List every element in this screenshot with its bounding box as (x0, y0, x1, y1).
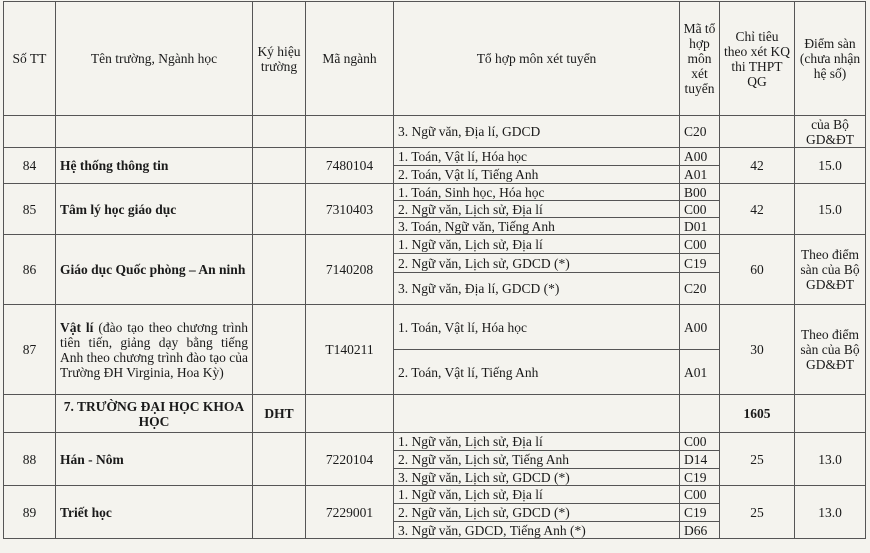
admission-table (3, 1, 866, 539)
cell-combo-code: B00 (680, 184, 720, 201)
cell-floor: Theo điểm sàn của Bộ GD&ĐT (795, 235, 866, 305)
cell-major (306, 116, 394, 148)
cell-combo-code: D01 (680, 218, 720, 235)
cell-combo-code: A01 (680, 166, 720, 184)
cell-combo: 3. Ngữ văn, GDCD, Tiếng Anh (*) (394, 522, 680, 539)
cell-combo: 2. Ngữ văn, Lịch sử, Tiếng Anh (394, 451, 680, 469)
header-combo-code: Mã tổ hợp môn xét tuyển (680, 2, 720, 116)
name-note: (đào tạo theo chương trình tiên tiến, giảng dạy bằng tiếng Anh theo chương trình đào tạo của Trường ĐH Virginia, Hoa Kỳ) (60, 319, 249, 380)
cell-floor: 15.0 (795, 148, 866, 184)
cell-name (56, 116, 253, 148)
cell-combo-code: C20 (680, 273, 720, 305)
cell-name: Giáo dục Quốc phòng – An ninh (56, 235, 253, 305)
cell-combo-code: C00 (680, 433, 720, 451)
cell-major: 7140208 (306, 235, 394, 305)
cell-symbol (253, 235, 306, 305)
header-symbol: Ký hiệu trường (253, 2, 306, 116)
table-row (4, 116, 866, 148)
cell-combo: 1. Toán, Vật lí, Hóa học (394, 305, 680, 350)
table-row (4, 148, 866, 166)
cell-name: Hán - Nôm (56, 433, 253, 486)
cell-combo-code: A01 (680, 350, 720, 395)
cell-floor: 15.0 (795, 184, 866, 235)
cell-combo: 2. Toán, Vật lí, Tiếng Anh (394, 166, 680, 184)
cell-combo: 3. Ngữ văn, Địa lí, GDCD (*) (394, 273, 680, 305)
header-name: Tên trường, Ngành học (56, 2, 253, 116)
header-stt: Số TT (4, 2, 56, 116)
cell-combo: 1. Ngữ văn, Lịch sử, Địa lí (394, 433, 680, 451)
table-row (4, 486, 866, 504)
cell-symbol (253, 184, 306, 235)
cell-stt: 88 (4, 433, 56, 486)
cell-combo-code: C00 (680, 486, 720, 504)
table-row (4, 184, 866, 201)
cell-combo: 1. Ngữ văn, Lịch sử, Địa lí (394, 486, 680, 504)
school-name: 7. TRƯỜNG ĐẠI HỌC KHOA HỌC (56, 395, 253, 433)
name-bold: Vật lí (60, 319, 94, 335)
cell-symbol (253, 433, 306, 486)
cell-floor: 13.0 (795, 486, 866, 539)
cell-quota: 60 (720, 235, 795, 305)
table-row (4, 433, 866, 451)
school-quota: 1605 (720, 395, 795, 433)
cell-quota: 25 (720, 433, 795, 486)
cell-name: Hệ thống thông tin (56, 148, 253, 184)
table-row (4, 235, 866, 254)
cell-combo: 3. Toán, Ngữ văn, Tiếng Anh (394, 218, 680, 235)
cell-combo: 2. Ngữ văn, Lịch sử, Địa lí (394, 201, 680, 218)
school-row (4, 395, 866, 433)
cell-combo-code (680, 395, 720, 433)
cell-symbol (253, 305, 306, 395)
cell-combo: 1. Toán, Sinh học, Hóa học (394, 184, 680, 201)
cell-combo: 3. Ngữ văn, Lịch sử, GDCD (*) (394, 469, 680, 486)
cell-combo: 1. Toán, Vật lí, Hóa học (394, 148, 680, 166)
table-row (4, 305, 866, 350)
cell-combo: 1. Ngữ văn, Lịch sử, Địa lí (394, 235, 680, 254)
cell-combo-code: C19 (680, 254, 720, 273)
cell-floor: Theo điểm sàn của Bộ GD&ĐT (795, 305, 866, 395)
cell-major: T140211 (306, 305, 394, 395)
cell-combo-code: C00 (680, 235, 720, 254)
cell-major (306, 395, 394, 433)
cell-quota: 25 (720, 486, 795, 539)
cell-combo-code: A00 (680, 148, 720, 166)
cell-major: 7220104 (306, 433, 394, 486)
header-quota: Chỉ tiêu theo xét KQ thi THPT QG (720, 2, 795, 116)
header-combo: Tổ hợp môn xét tuyển (394, 2, 680, 116)
cell-major: 7310403 (306, 184, 394, 235)
cell-name: Triết học (56, 486, 253, 539)
cell-combo-code: D14 (680, 451, 720, 469)
cell-major: 7480104 (306, 148, 394, 184)
cell-quota (720, 116, 795, 148)
cell-name (56, 305, 253, 395)
cell-floor: 13.0 (795, 433, 866, 486)
cell-combo-code: D66 (680, 522, 720, 539)
cell-stt (4, 116, 56, 148)
cell-combo-code: A00 (680, 305, 720, 350)
cell-floor: của Bộ GD&ĐT (795, 116, 866, 148)
cell-combo: 2. Ngữ văn, Lịch sử, GDCD (*) (394, 254, 680, 273)
cell-symbol (253, 148, 306, 184)
cell-combo: 2. Ngữ văn, Lịch sử, GDCD (*) (394, 504, 680, 522)
cell-combo: 2. Toán, Vật lí, Tiếng Anh (394, 350, 680, 395)
cell-name: Tâm lý học giáo dục (56, 184, 253, 235)
header-major-code: Mã ngành (306, 2, 394, 116)
cell-combo (394, 395, 680, 433)
cell-quota: 42 (720, 184, 795, 235)
cell-symbol (253, 116, 306, 148)
cell-combo: 3. Ngữ văn, Địa lí, GDCD (394, 116, 680, 148)
cell-stt: 89 (4, 486, 56, 539)
cell-quota: 30 (720, 305, 795, 395)
cell-quota: 42 (720, 148, 795, 184)
cell-combo-code: C19 (680, 469, 720, 486)
cell-combo-code: C19 (680, 504, 720, 522)
cell-stt: 85 (4, 184, 56, 235)
cell-major: 7229001 (306, 486, 394, 539)
header-row (4, 2, 866, 116)
cell-floor (795, 395, 866, 433)
cell-stt (4, 395, 56, 433)
school-symbol: DHT (253, 395, 306, 433)
cell-stt: 84 (4, 148, 56, 184)
cell-combo-code: C00 (680, 201, 720, 218)
header-floor: Điểm sàn (chưa nhận hệ số) (795, 2, 866, 116)
cell-stt: 87 (4, 305, 56, 395)
cell-stt: 86 (4, 235, 56, 305)
cell-symbol (253, 486, 306, 539)
cell-combo-code: C20 (680, 116, 720, 148)
